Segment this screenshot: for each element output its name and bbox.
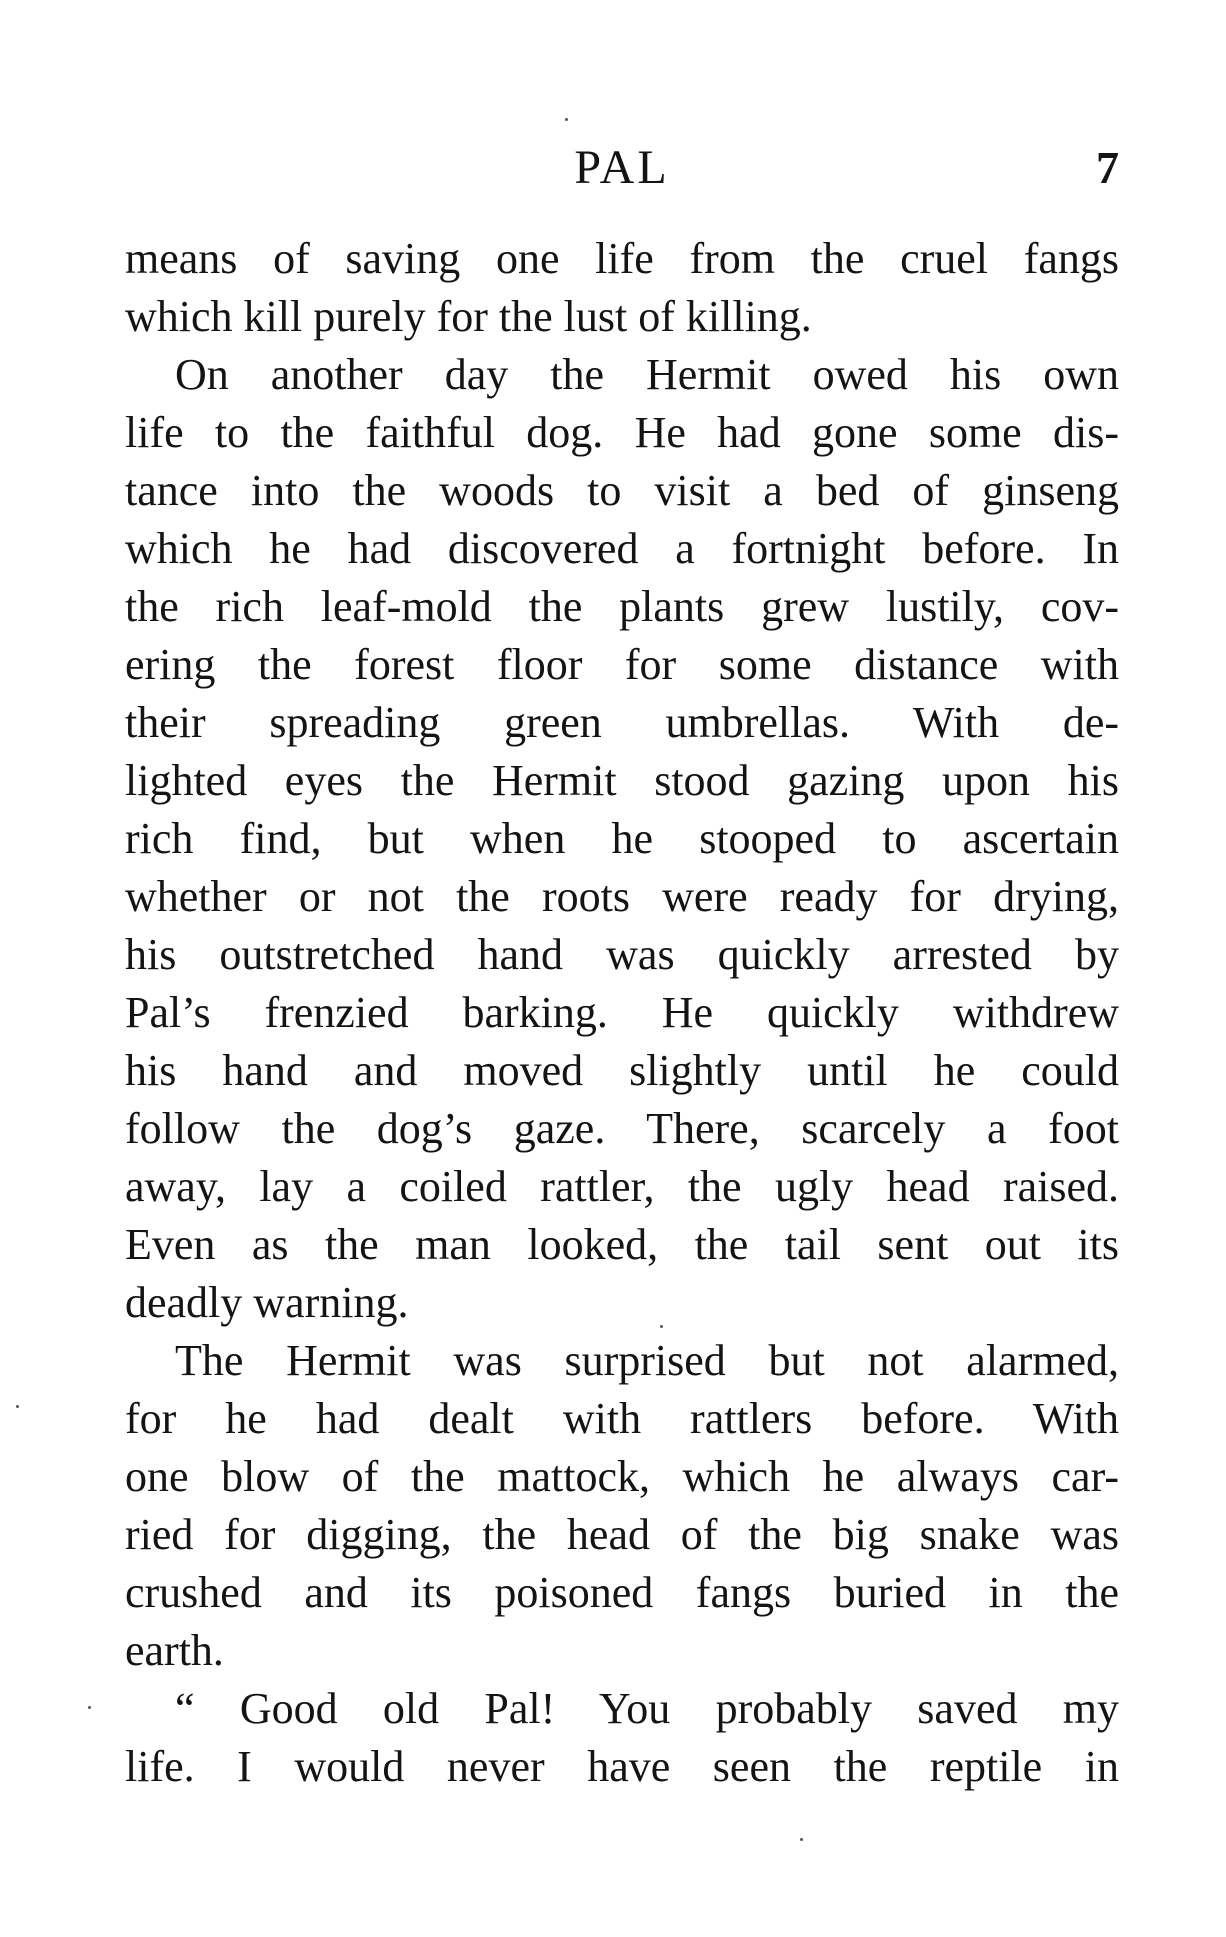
- text-line: crushed and its poisoned fangs buried in the: [125, 1568, 1119, 1617]
- text-line: “ Good old Pal! You probably saved my: [175, 1684, 1119, 1733]
- body-text: [125, 230, 1119, 1796]
- text-line: rich find, but when he stooped to ascertain: [125, 814, 1119, 863]
- text-line: means of saving one life from the cruel fangs: [125, 234, 1119, 283]
- text-line: their spreading green umbrellas. With de-: [125, 698, 1119, 747]
- text-line: which kill purely for the lust of killing.: [125, 292, 812, 341]
- print-speck: [565, 118, 568, 121]
- text-line: The Hermit was surprised but not alarmed,: [175, 1336, 1119, 1385]
- text-line: Even as the man looked, the tail sent out its: [125, 1220, 1119, 1269]
- text-line: deadly warning.: [125, 1278, 409, 1327]
- text-line: for he had dealt with rattlers before. With: [125, 1394, 1119, 1443]
- text-line: earth.: [125, 1626, 224, 1675]
- print-speck: [16, 1405, 19, 1408]
- running-title: PAL: [574, 141, 670, 194]
- text-line: life to the faithful dog. He had gone some dis-: [125, 408, 1119, 457]
- text-line: ering the forest floor for some distance with: [125, 640, 1119, 689]
- text-line: away, lay a coiled rattler, the ugly head raised.: [125, 1162, 1119, 1211]
- text-line: whether or not the roots were ready for drying,: [125, 872, 1119, 921]
- text-line: On another day the Hermit owed his own: [175, 350, 1119, 399]
- print-speck: [660, 1325, 663, 1328]
- text-line: his outstretched hand was quickly arrested by: [125, 930, 1119, 979]
- print-speck: [800, 1838, 803, 1841]
- text-line: tance into the woods to visit a bed of ginseng: [125, 466, 1119, 515]
- text-line: which he had discovered a fortnight before. In: [125, 524, 1119, 573]
- text-line: ried for digging, the head of the big snake was: [125, 1510, 1119, 1559]
- text-line: the rich leaf-mold the plants grew lustily, cov-: [125, 582, 1119, 631]
- text-line: Pal’s frenzied barking. He quickly withdrew: [125, 988, 1119, 1037]
- text-line: life. I would never have seen the reptile in: [125, 1742, 1119, 1791]
- print-speck: [88, 1706, 91, 1709]
- text-line: one blow of the mattock, which he always car-: [125, 1452, 1119, 1501]
- text-line: lighted eyes the Hermit stood gazing upon his: [125, 756, 1119, 805]
- text-line: follow the dog’s gaze. There, scarcely a foot: [125, 1104, 1119, 1153]
- running-head: [125, 138, 1119, 198]
- text-line: his hand and moved slightly until he could: [125, 1046, 1119, 1095]
- page-number: 7: [1096, 142, 1119, 193]
